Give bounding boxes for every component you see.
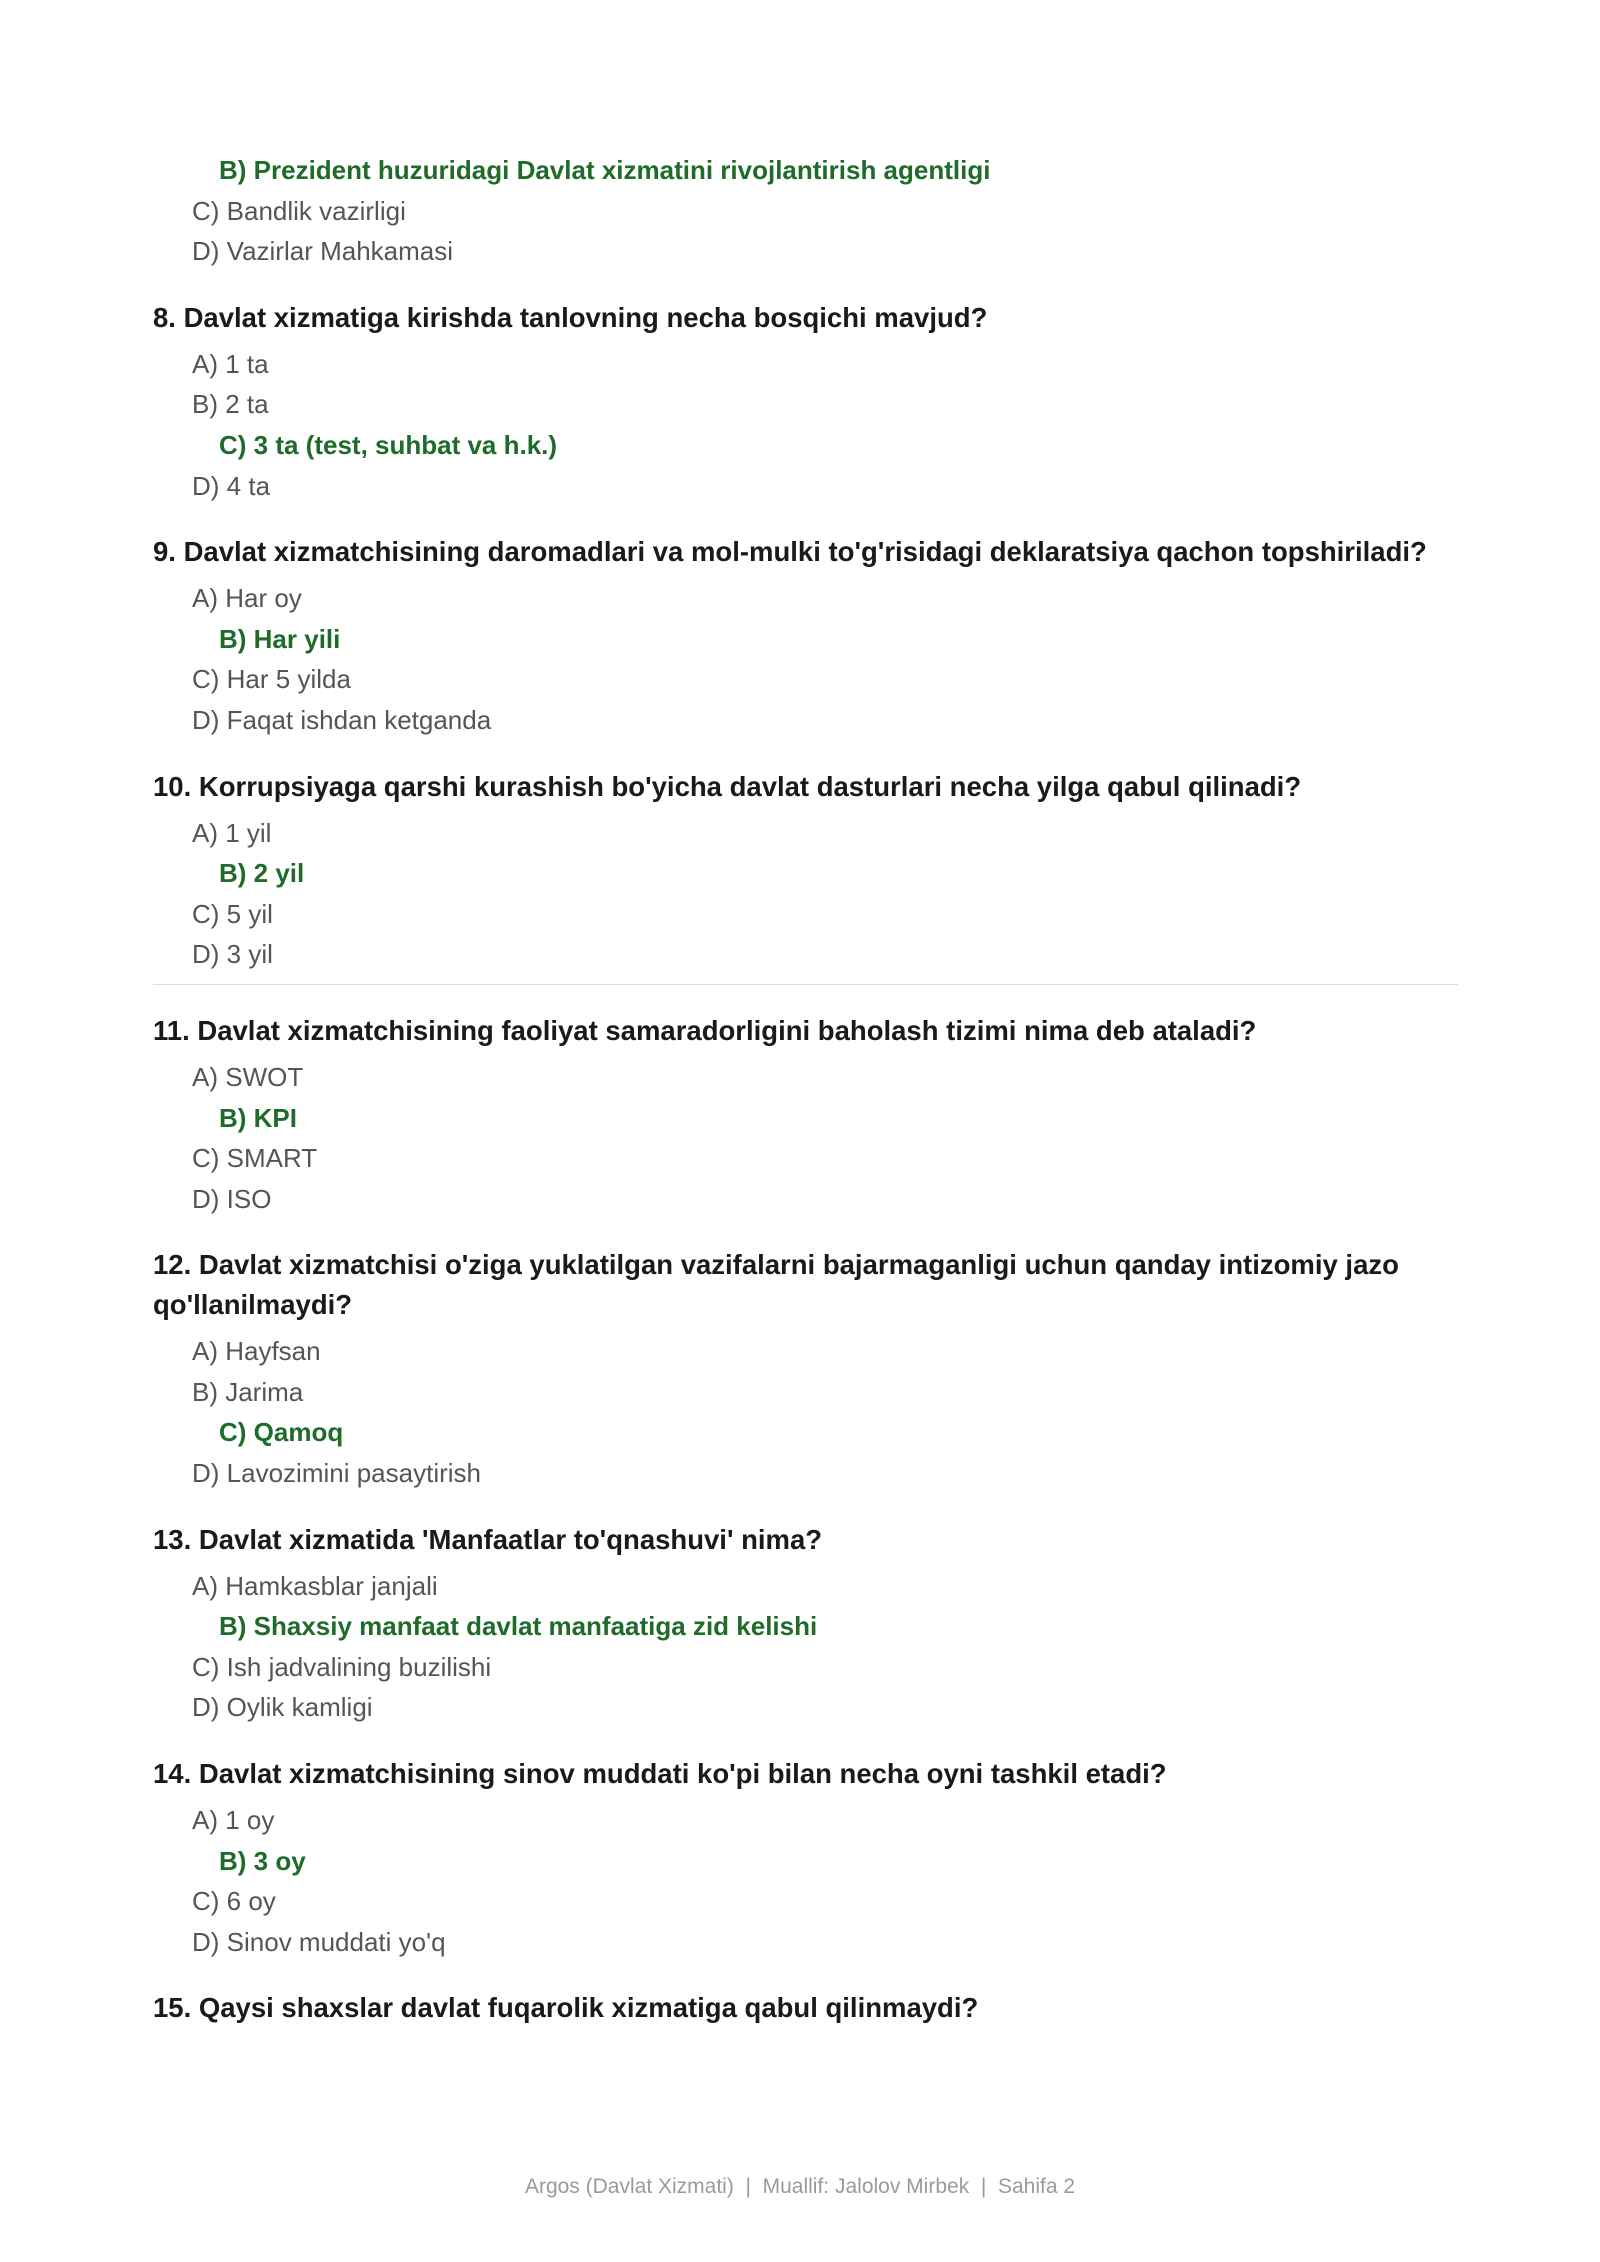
- section-divider: [153, 984, 1458, 985]
- correct-answer-option: B) 2 yil: [219, 858, 305, 889]
- answer-option: D) Lavozimini pasaytirish: [192, 1458, 481, 1489]
- answer-options: [153, 1566, 1458, 1728]
- answer-option: A) Hayfsan: [192, 1336, 321, 1367]
- question-block: [153, 1520, 1458, 1728]
- answer-option: D) Vazirlar Mahkamasi: [192, 236, 454, 267]
- question-text: 8. Davlat xizmatiga kirishda tanlovning necha bosqichi mavjud?: [153, 301, 988, 333]
- answer-option: A) Hamkasblar janjali: [192, 1570, 438, 1601]
- question-text: 15. Qaysi shaxslar davlat fuqarolik xizmatiga qabul qilinmaydi?: [153, 1992, 979, 2024]
- answer-option: A) 1 ta: [192, 348, 269, 379]
- answer-option: D) Oylik kamligi: [192, 1692, 373, 1723]
- answer-option: A) Har oy: [192, 583, 302, 614]
- question-list: [153, 298, 1458, 2029]
- question-block: [153, 1011, 1458, 1219]
- answer-option: D) 4 ta: [192, 470, 271, 501]
- continuation-options: [153, 150, 1458, 272]
- question-block: [153, 298, 1458, 506]
- answer-option: C) Ish jadvalining buzilishi: [192, 1651, 492, 1682]
- answer-options: [153, 1331, 1458, 1493]
- answer-option: D) Faqat ishdan ketganda: [192, 704, 492, 735]
- question-block: [153, 1988, 1458, 2028]
- question-block: [153, 532, 1458, 740]
- answer-option: A) 1 oy: [192, 1805, 275, 1836]
- answer-options: [153, 344, 1458, 506]
- question-block: [153, 1754, 1458, 1962]
- question-text: 10. Korrupsiyaga qarshi kurashish bo'yicha davlat dasturlari necha yilga qabul qilinadi?: [153, 770, 1302, 802]
- page-footer: Argos (Davlat Xizmati) | Muallif: Jalolov Mirbek | Sahifa 2: [524, 2175, 1076, 2198]
- correct-answer-option: B) KPI: [219, 1102, 297, 1133]
- answer-options: [153, 813, 1458, 975]
- answer-option: A) SWOT: [192, 1061, 304, 1092]
- answer-options: [153, 1800, 1458, 1962]
- question-block: [153, 767, 1458, 975]
- answer-option: B) 2 ta: [192, 389, 269, 420]
- question-text: 13. Davlat xizmatida 'Manfaatlar to'qnashuvi' nima?: [153, 1523, 823, 1555]
- answer-option: C) Bandlik vazirligi: [192, 195, 406, 226]
- answer-option: C) 6 oy: [192, 1886, 276, 1917]
- correct-answer-option: B) Shaxsiy manfaat davlat manfaatiga zid kelishi: [219, 1611, 818, 1642]
- question-text: 12. Davlat xizmatchisi o'ziga yuklatilgan vazifalarni bajarmaganligi uchun qanday intizomiy jazo qo'llanilmaydi?: [153, 1249, 1399, 1321]
- answer-option: C) 5 yil: [192, 898, 273, 929]
- correct-answer-option: B) 3 oy: [219, 1845, 306, 1876]
- correct-answer-option: B) Prezident huzuridagi Davlat xizmatini rivojlantirish agentligi: [219, 155, 991, 185]
- correct-answer-option: C) 3 ta (test, suhbat va h.k.): [219, 429, 558, 460]
- question-text: 9. Davlat xizmatchisining daromadlari va mol-mulki to'g'risidagi deklaratsiya qachon topshiriladi?: [153, 536, 1427, 568]
- question-block: [153, 1245, 1458, 1493]
- quiz-page: [153, 150, 1458, 2034]
- answer-options: [153, 578, 1458, 740]
- answer-option: C) SMART: [192, 1143, 318, 1174]
- question-text: 11. Davlat xizmatchisining faoliyat samaradorligini baholash tizimi nima deb ataladi?: [153, 1014, 1257, 1046]
- answer-option: D) ISO: [192, 1183, 272, 1214]
- correct-answer-option: B) Har yili: [219, 623, 341, 654]
- answer-option: C) Har 5 yilda: [192, 664, 351, 695]
- answer-options: [153, 1057, 1458, 1219]
- answer-option: B) Jarima: [192, 1376, 304, 1407]
- answer-option: A) 1 yil: [192, 817, 272, 848]
- answer-option: D) 3 yil: [192, 939, 273, 970]
- correct-answer-option: C) Qamoq: [219, 1417, 344, 1448]
- answer-option: D) Sinov muddati yo'q: [192, 1926, 446, 1957]
- question-text: 14. Davlat xizmatchisining sinov muddati ko'pi bilan necha oyni tashkil etadi?: [153, 1758, 1167, 1790]
